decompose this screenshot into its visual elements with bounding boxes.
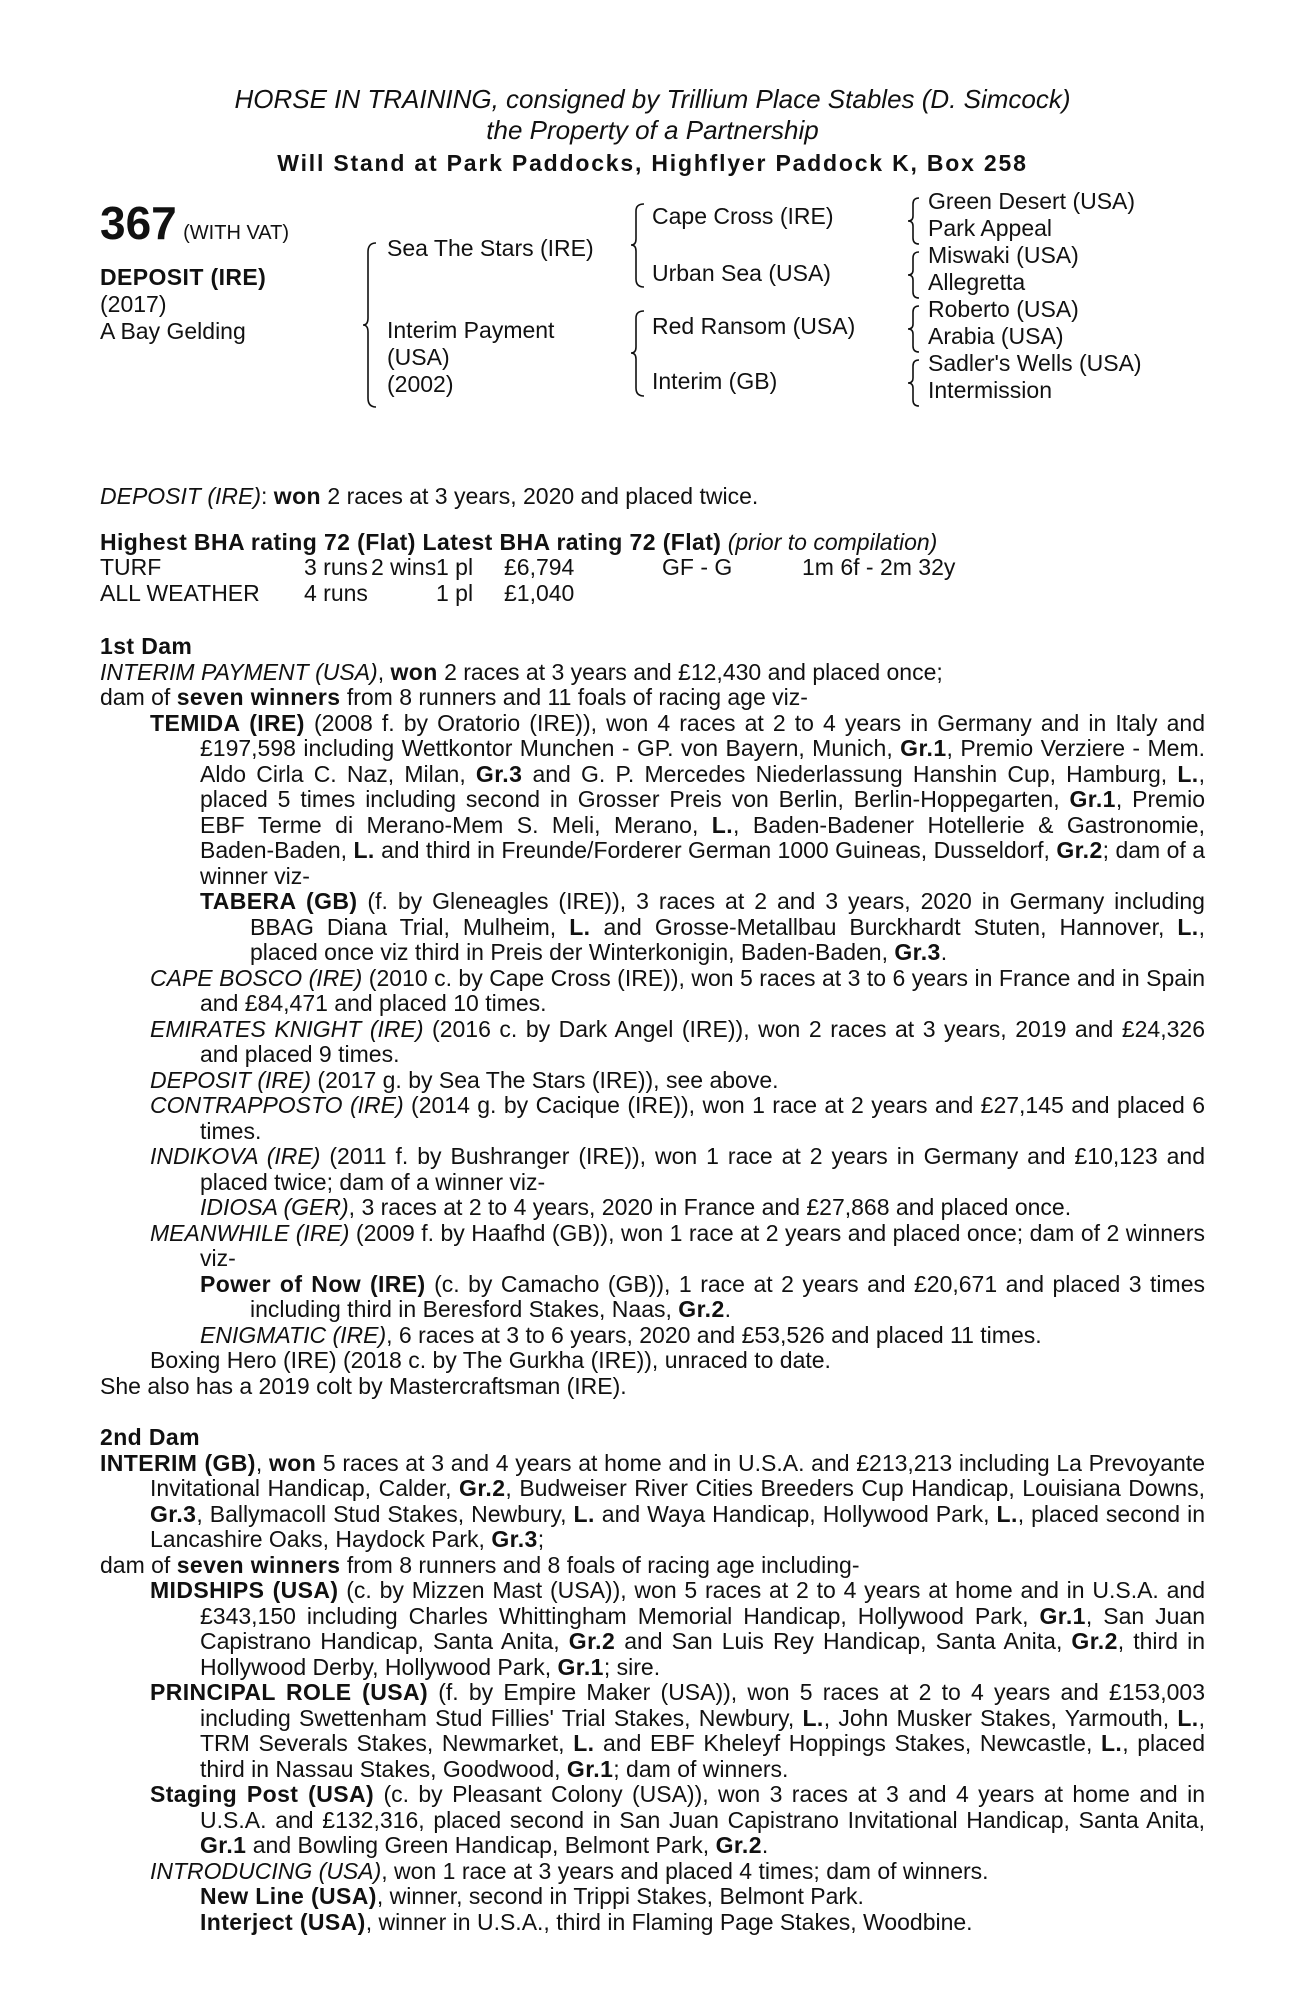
produce-enigmatic xyxy=(100,1323,1205,1349)
text: , winner in U.S.A., third in Flaming Page Stakes, Woodbine. xyxy=(365,1908,973,1935)
location-line: Will Stand at Park Paddocks, Highflyer Paddock K, Box 258 xyxy=(277,150,1028,176)
produce-principal-role xyxy=(100,1680,1205,1782)
text: (2009 f. by Haafhd (GB)), won 1 race at 2 years and placed once; dam of 2 winners viz- xyxy=(200,1219,1206,1271)
grade: L. xyxy=(573,1500,595,1527)
produce-indikova xyxy=(100,1144,1205,1195)
text: and third in Freunde/Forderer German 1000 Guineas, Dusseldorf, xyxy=(374,837,1057,863)
dam2-dam-of xyxy=(100,1553,1205,1579)
gp-ssd: Park Appeal xyxy=(928,215,1053,241)
horse-name: MIDSHIPS (USA) xyxy=(150,1577,339,1603)
going: GF - G xyxy=(662,554,733,580)
grade: Gr.3 xyxy=(894,939,941,965)
horse-name: DEPOSIT (IRE) xyxy=(100,264,267,290)
sire: Sea The Stars (IRE) xyxy=(387,235,594,261)
horse-name: PRINCIPAL ROLE (USA) xyxy=(150,1679,429,1705)
text: (f. by Gleneagles (IRE)), 3 races at 2 and 3 years, 2020 in Germany including BBAG Diana Trial, Mulheim, xyxy=(250,888,1205,940)
dam1-text: 2 races at 3 years and £12,430 and placed once; xyxy=(437,658,943,685)
dam1-dam-of xyxy=(100,685,1205,711)
dam2-name: INTERIM (GB) xyxy=(100,1449,256,1476)
rating-row-turf xyxy=(100,555,1205,581)
horse-name: TABERA (GB) xyxy=(200,888,358,914)
grade: Gr.2 xyxy=(678,1296,725,1322)
dam-line-3: (2002) xyxy=(387,371,454,397)
text: , placed 5 times including second in Grosser Preis von Berlin, Berlin-Hoppegarten, xyxy=(200,760,1205,812)
text: , placed third in Nassau Stakes, Goodwood, xyxy=(200,1730,1206,1782)
dam1-name: INTERIM PAYMENT (USA) xyxy=(100,658,378,685)
grade: Gr.1 xyxy=(1069,786,1116,812)
winners-count: seven winners xyxy=(176,684,341,710)
distance: 1m 6f - 2m 32y xyxy=(802,554,956,580)
horse-name: IDIOSA (GER) xyxy=(200,1194,349,1220)
text: (2010 c. by Cape Cross (IRE)), won 5 races at 3 to 6 years in France and in Spain and £84,471 and placed 10 times. xyxy=(200,964,1205,1016)
text: , won 1 race at 3 years and placed 4 times; dam of winners. xyxy=(381,1857,989,1884)
grade: Gr.2 xyxy=(568,1628,616,1654)
grade: Gr.2 xyxy=(715,1832,762,1858)
lot-number: 367 xyxy=(100,197,177,249)
text: , Ballymacoll Stud Stakes, Newbury, xyxy=(196,1500,574,1527)
produce-meanwhile xyxy=(100,1221,1205,1272)
grade: L. xyxy=(802,1704,824,1731)
text: from 8 runners and 11 foals of racing age viz- xyxy=(340,684,808,710)
prize-money: £1,040 xyxy=(504,579,575,606)
grade: Gr.1 xyxy=(900,735,947,761)
summary-text-a: : xyxy=(261,483,274,509)
dam-sire: Red Ransom (USA) xyxy=(652,313,856,339)
sire-parents-bracket xyxy=(630,201,648,291)
text: (2008 f. by Oratorio (IRE)), won 4 races at 2 to 4 years in Germany and in Italy and £197,598 including Wettkontor Munchen - GP. von Bayern, Munich, xyxy=(200,709,1205,761)
text: , 6 races at 3 to 6 years, 2020 and £53,526 and placed 11 times. xyxy=(386,1321,1042,1348)
produce-temida xyxy=(100,711,1205,890)
horse-name: INTRODUCING (USA) xyxy=(150,1857,382,1884)
produce-midships xyxy=(100,1578,1205,1680)
text: , placed once viz third in Preis der Winterkonigin, Baden-Baden, xyxy=(250,913,1205,965)
grade: Gr.2 xyxy=(1056,837,1103,863)
horse-name: Staging Post (USA) xyxy=(150,1781,375,1807)
grade: Gr.3 xyxy=(475,760,523,787)
text: (2011 f. by Bushranger (IRE)), won 1 race at 2 years in Germany and £10,123 and placed twice; dam of a winner viz- xyxy=(200,1143,1205,1195)
text: . xyxy=(940,939,948,965)
wins xyxy=(371,581,436,607)
summary-name: DEPOSIT (IRE) xyxy=(100,483,262,509)
text: (c. by Mizzen Mast (USA)), won 5 races at 2 to 4 years at home and in U.S.A. and £343,150 including Charles Whittingham Memorial Handicap, Hollywood Park, xyxy=(200,1577,1205,1629)
runs: 3 runs xyxy=(304,554,368,580)
produce-power-of-now xyxy=(100,1272,1205,1323)
text: ; xyxy=(537,1526,545,1552)
wins: 2 wins xyxy=(371,554,437,580)
produce-note: She also has a 2019 colt by Mastercraftsman (IRE). xyxy=(100,1372,627,1399)
first-dam-section xyxy=(100,634,1205,1399)
produce-boxing-hero: Boxing Hero (IRE) (2018 c. by The Gurkha (IRE)), unraced to date. xyxy=(150,1347,831,1373)
gp-dss: Roberto (USA) xyxy=(928,296,1079,322)
gp-bracket-1 xyxy=(906,196,924,248)
grade: Gr.2 xyxy=(1071,1628,1118,1654)
placed: 1 pl xyxy=(436,579,474,606)
text: , third in Hollywood Derby, Hollywood Park, xyxy=(200,1628,1205,1680)
horse-name: EMIRATES KNIGHT (IRE) xyxy=(150,1015,424,1042)
section-heading-2nd-dam: 2nd Dam xyxy=(100,1424,200,1450)
text: (2017 g. by Sea The Stars (IRE)), see above. xyxy=(311,1066,779,1093)
sire-dam-bracket xyxy=(362,240,384,410)
gp-ddd: Intermission xyxy=(928,377,1052,403)
dam-parents-bracket xyxy=(630,308,648,400)
text: and G. P. Mercedes Niederlassung Hanshin Cup, Hamburg, xyxy=(522,760,1178,787)
section-heading-1st-dam: 1st Dam xyxy=(100,633,193,659)
horse-name: DEPOSIT (IRE) xyxy=(150,1066,312,1093)
horse-name: Interject (USA) xyxy=(200,1908,366,1935)
property-line: the Property of a Partnership xyxy=(486,115,819,145)
gp-dds: Sadler's Wells (USA) xyxy=(928,350,1142,376)
text: ; sire. xyxy=(603,1653,661,1680)
race-summary xyxy=(100,484,1205,510)
pedigree-table xyxy=(100,188,1205,484)
produce-introducing xyxy=(100,1859,1205,1885)
winners-count: seven winners xyxy=(176,1551,341,1578)
produce-staging-post xyxy=(100,1782,1205,1859)
grade: L. xyxy=(1177,913,1199,940)
consignor-line: HORSE IN TRAINING, consigned by Trillium Place Stables (D. Simcock) xyxy=(234,84,1071,114)
foaling-year: (2017) xyxy=(100,291,167,317)
dam1-intro: INTERIM PAYMENT (USA), won 2 races at 3 years and £12,430 and placed once; xyxy=(100,658,943,685)
grade: Gr.1 xyxy=(557,1653,604,1680)
gp-bracket-4 xyxy=(906,358,924,410)
gp-bracket-2 xyxy=(906,250,924,302)
text: 5 races at 3 and 4 years at home and in U.S.A. and £213,213 including La Prevoyante Invitational Handicap, Calder, xyxy=(150,1449,1205,1501)
text: dam of xyxy=(100,684,177,710)
gp-sss: Green Desert (USA) xyxy=(928,188,1136,214)
lot-header xyxy=(100,84,1205,180)
text: ; dam of a winner viz- xyxy=(200,837,1206,889)
horse-name: TEMIDA (IRE) xyxy=(150,709,305,736)
placed: 1 pl xyxy=(436,554,474,580)
runs: 4 runs xyxy=(304,579,368,606)
text: , TRM Severals Stakes, Newmarket, xyxy=(200,1704,1205,1756)
produce-deposit xyxy=(100,1068,1205,1094)
dam-dam: Interim (GB) xyxy=(652,368,778,394)
produce-idiosa xyxy=(100,1195,1205,1221)
produce-interject xyxy=(100,1910,1205,1936)
text: , Baden-Badener Hotellerie & Gastronomie, Baden-Baden, xyxy=(200,811,1205,863)
won-label: won xyxy=(390,658,438,685)
dam-line-2: (USA) xyxy=(387,344,450,370)
text: , placed second in Lancashire Oaks, Haydock Park, xyxy=(150,1500,1205,1552)
grade: Gr.3 xyxy=(150,1500,197,1527)
rating-heading: Highest BHA rating 72 (Flat) Latest BHA rating 72 (Flat) xyxy=(100,528,722,555)
gp-dsd: Arabia (USA) xyxy=(928,323,1064,349)
text: and Grosse-Metallbau Burckhardt Stuten, Hannover, xyxy=(590,913,1178,940)
horse-name: MEANWHILE (IRE) xyxy=(150,1219,350,1246)
text: (c. by Pleasant Colony (USA)), won 3 races at 3 and 4 years at home and in U.S.A. and £132,316, placed second in San Juan Capistrano Invitational Handicap, Santa Anita, xyxy=(200,1781,1205,1833)
horse-name: INDIKOVA (IRE) xyxy=(150,1143,321,1169)
text: from 8 runners and 8 foals of racing age including- xyxy=(340,1551,860,1578)
produce-new-line xyxy=(100,1884,1205,1910)
text: and San Luis Rey Handicap, Santa Anita, xyxy=(615,1628,1072,1654)
dam2-intro: INTERIM (GB), won 5 races at 3 and 4 years at home and in U.S.A. and £213,213 including La Prevoyante Invitational Handicap, Calder, Gr.2, Budweiser River Cities Breeders Cup Handicap, Louisiana Downs, Gr.3, Ballymacoll Stud Stakes, Newbury, L. and Waya Handicap, Hollywood Park, L., placed second in Lancashire Oaks, Haydock Park, Gr.3; xyxy=(100,1449,1205,1552)
grade: L. xyxy=(1177,760,1199,787)
grade: L. xyxy=(1177,1704,1199,1731)
vat-label: (WITH VAT) xyxy=(183,222,290,244)
produce-cape-bosco xyxy=(100,966,1205,1017)
grade: Gr.3 xyxy=(491,1526,538,1552)
grade: Gr.2 xyxy=(459,1475,506,1501)
grade: L. xyxy=(711,811,734,838)
gp-bracket-3 xyxy=(906,304,924,356)
rating-block xyxy=(100,530,1205,607)
surface: ALL WEATHER xyxy=(100,579,260,606)
text: (c. by Camacho (GB)), 1 race at 2 years and £20,671 and placed 3 times including third in Beresford Stakes, Naas, xyxy=(250,1270,1205,1322)
horse-name: CAPE BOSCO (IRE) xyxy=(150,964,363,991)
summary-won: won xyxy=(273,483,321,509)
text: , 3 races at 2 to 4 years, 2020 in France and £27,868 and placed once. xyxy=(348,1194,1072,1220)
grade: L. xyxy=(573,1730,595,1756)
produce-tabera xyxy=(100,889,1205,966)
horse-name: New Line (USA) xyxy=(200,1883,377,1909)
horse-description: A Bay Gelding xyxy=(100,318,246,344)
rating-note: (prior to compilation) xyxy=(727,528,938,555)
horse-name: CONTRAPPOSTO (IRE) xyxy=(150,1092,404,1118)
second-dam-section xyxy=(100,1425,1205,1935)
text: (2014 g. by Cacique (IRE)), won 1 race at 2 years and £27,145 and placed 6 times. xyxy=(200,1092,1205,1144)
text: dam of xyxy=(100,1551,177,1578)
prize-money: £6,794 xyxy=(504,554,575,580)
text: and Waya Handicap, Hollywood Park, xyxy=(594,1500,997,1527)
text: and EBF Kheleyf Hoppings Stakes, Newcastle, xyxy=(594,1730,1101,1756)
text: , Premio Verziere - Mem. Aldo Cirla C. Naz, Milan, xyxy=(200,735,1205,787)
grade: L. xyxy=(996,1500,1018,1527)
catalogue-page xyxy=(100,84,1205,1935)
going xyxy=(662,581,802,607)
surface: TURF xyxy=(100,554,162,580)
sire-dam: Urban Sea (USA) xyxy=(652,260,831,286)
text: (f. by Empire Maker (USA)), won 5 races at 2 to 4 years and £153,003 including Swettenham Stud Fillies' Trial Stakes, Newbury, xyxy=(200,1679,1205,1731)
text: and Bowling Green Handicap, Belmont Park, xyxy=(246,1832,716,1858)
grade: Gr.1 xyxy=(1039,1602,1086,1629)
gp-sdd: Allegretta xyxy=(928,269,1026,295)
text: (2016 c. by Dark Angel (IRE)), won 2 races at 3 years, 2019 and £24,326 and placed 9 times. xyxy=(200,1015,1205,1067)
text: , Budweiser River Cities Breeders Cup Handicap, Louisiana Downs, xyxy=(505,1475,1205,1501)
grade: L. xyxy=(569,913,591,940)
grade: L. xyxy=(353,837,375,863)
horse-name: Power of Now (IRE) xyxy=(200,1270,426,1297)
produce-emirates-knight xyxy=(100,1017,1205,1068)
summary-text-b: 2 races at 3 years, 2020 and placed twice. xyxy=(321,483,759,509)
text: . xyxy=(761,1832,769,1858)
text: , winner, second in Trippi Stakes, Belmont Park. xyxy=(376,1883,864,1909)
text: ; dam of winners. xyxy=(613,1755,789,1782)
dam-line-1: Interim Payment xyxy=(387,317,555,343)
sire-sire: Cape Cross (IRE) xyxy=(652,203,834,229)
won-label: won xyxy=(268,1449,317,1476)
grade: Gr.1 xyxy=(200,1832,247,1858)
text: . xyxy=(724,1296,732,1322)
text: , San Juan Capistrano Handicap, Santa Anita, xyxy=(200,1602,1206,1654)
text: , John Musker Stakes, Yarmouth, xyxy=(823,1704,1178,1731)
grade: L. xyxy=(1100,1730,1123,1756)
rating-row-aw xyxy=(100,581,1205,607)
text: , Premio EBF Terme di Merano-Mem S. Meli, Merano, xyxy=(200,786,1205,838)
horse-name: ENIGMATIC (IRE) xyxy=(200,1321,387,1348)
produce-contrapposto xyxy=(100,1093,1205,1144)
grade: Gr.1 xyxy=(566,1755,614,1782)
gp-sds: Miswaki (USA) xyxy=(928,242,1079,268)
